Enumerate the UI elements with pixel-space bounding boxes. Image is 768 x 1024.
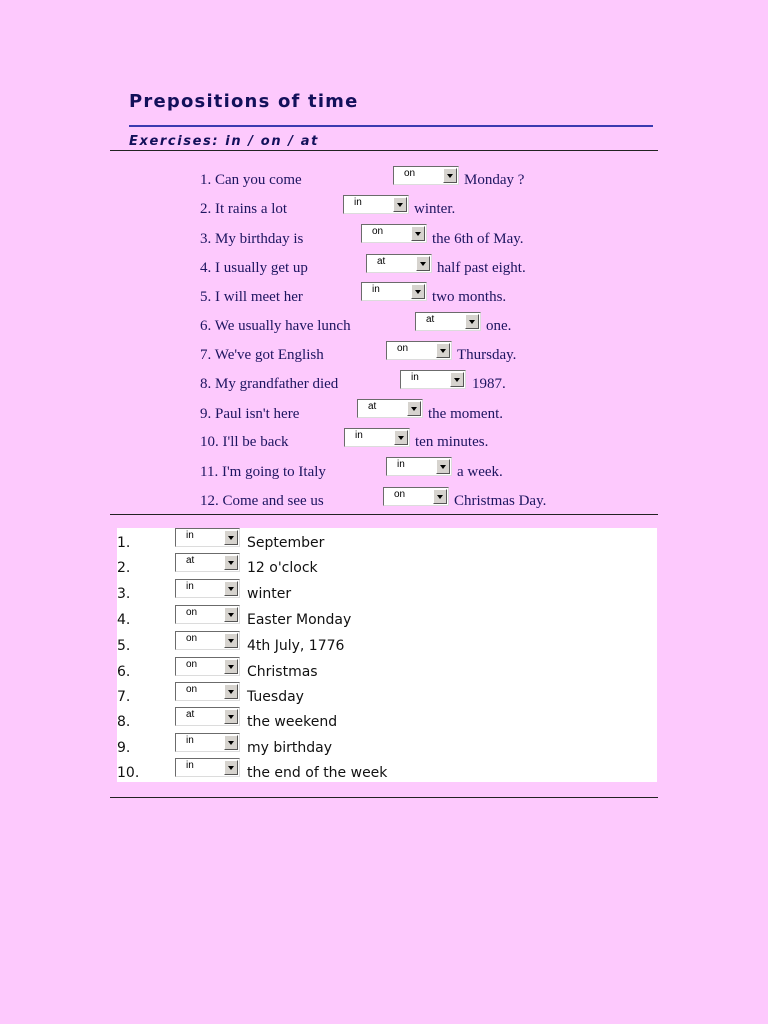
sentence-tail: 1987. <box>472 376 506 392</box>
item-number: 9. <box>117 740 131 756</box>
sentence-tail: half past eight. <box>437 260 526 276</box>
sentence-text: 8. My grandfather died <box>200 376 339 392</box>
chevron-down-icon[interactable] <box>433 489 447 504</box>
sentence-tail: the 6th of May. <box>432 231 524 247</box>
preposition-select[interactable]: on <box>175 657 240 676</box>
chevron-down-icon[interactable] <box>224 633 238 648</box>
chevron-down-icon[interactable] <box>224 659 238 674</box>
sentence-text: 9. Paul isn't here <box>200 406 300 422</box>
chevron-down-icon[interactable] <box>224 709 238 724</box>
item-number: 6. <box>117 664 131 680</box>
chevron-down-icon[interactable] <box>411 226 425 241</box>
preposition-select[interactable]: in <box>386 457 452 476</box>
preposition-select[interactable]: in <box>361 282 427 301</box>
item-number: 2. <box>117 560 131 576</box>
preposition-select[interactable]: on <box>175 631 240 650</box>
preposition-select[interactable]: in <box>344 428 410 447</box>
sentence-tail: two months. <box>432 289 507 305</box>
preposition-select[interactable]: at <box>357 399 423 418</box>
preposition-select[interactable]: on <box>386 341 452 360</box>
item-text: September <box>247 535 325 551</box>
preposition-select[interactable]: on <box>175 605 240 624</box>
sentence-text: 10. I'll be back <box>200 434 289 450</box>
chevron-down-icon[interactable] <box>443 168 457 183</box>
sentence-tail: one. <box>486 318 512 334</box>
chevron-down-icon[interactable] <box>436 459 450 474</box>
item-text: 4th July, 1776 <box>247 638 345 654</box>
preposition-select[interactable]: in <box>175 579 240 598</box>
item-number: 3. <box>117 586 131 602</box>
item-text: Christmas <box>247 664 318 680</box>
item-text: Easter Monday <box>247 612 352 628</box>
chevron-down-icon[interactable] <box>411 284 425 299</box>
title-divider <box>129 125 653 127</box>
chevron-down-icon[interactable] <box>407 401 421 416</box>
sentence-tail: ten minutes. <box>415 434 489 450</box>
preposition-select[interactable]: on <box>393 166 459 185</box>
chevron-down-icon[interactable] <box>224 760 238 775</box>
item-text: the weekend <box>247 714 338 730</box>
item-text: winter <box>247 586 292 602</box>
sentence-text: 4. I usually get up <box>200 260 308 276</box>
sentence-text: 1. Can you come <box>200 172 302 188</box>
item-number: 8. <box>117 714 131 730</box>
section-divider <box>110 150 658 151</box>
chevron-down-icon[interactable] <box>416 256 430 271</box>
item-text: my birthday <box>247 740 333 756</box>
sentence-text: 7. We've got English <box>200 347 324 363</box>
preposition-select[interactable]: in <box>175 758 240 777</box>
preposition-select[interactable]: at <box>366 254 432 273</box>
section-divider <box>110 797 658 798</box>
preposition-select[interactable]: on <box>175 682 240 701</box>
section-divider <box>110 514 658 515</box>
exercise-subtitle: Exercises: in / on / at <box>129 134 319 149</box>
preposition-select[interactable]: on <box>383 487 449 506</box>
preposition-select[interactable]: in <box>343 195 409 214</box>
chevron-down-icon[interactable] <box>436 343 450 358</box>
chevron-down-icon[interactable] <box>224 735 238 750</box>
item-number: 7. <box>117 689 131 705</box>
page-title: Prepositions of time <box>129 91 359 112</box>
chevron-down-icon[interactable] <box>224 530 238 545</box>
sentence-text: 5. I will meet her <box>200 289 303 305</box>
item-number: 1. <box>117 535 131 551</box>
sentence-tail: a week. <box>457 464 503 480</box>
item-text: the end of the week <box>247 765 388 781</box>
sentence-text: 12. Come and see us <box>200 493 324 509</box>
preposition-select[interactable]: in <box>400 370 466 389</box>
chevron-down-icon[interactable] <box>465 314 479 329</box>
sentence-tail: the moment. <box>428 406 503 422</box>
sentence-text: 3. My birthday is <box>200 231 304 247</box>
sentence-tail: Christmas Day. <box>454 493 547 509</box>
chevron-down-icon[interactable] <box>224 555 238 570</box>
preposition-select[interactable]: at <box>175 707 240 726</box>
preposition-select[interactable]: on <box>361 224 427 243</box>
chevron-down-icon[interactable] <box>224 684 238 699</box>
item-number: 5. <box>117 638 131 654</box>
chevron-down-icon[interactable] <box>450 372 464 387</box>
preposition-select[interactable]: in <box>175 528 240 547</box>
item-text: 12 o'clock <box>247 560 318 576</box>
item-text: Tuesday <box>247 689 304 705</box>
chevron-down-icon[interactable] <box>224 581 238 596</box>
item-number: 10. <box>117 765 140 781</box>
preposition-select[interactable]: in <box>175 733 240 752</box>
preposition-select[interactable]: at <box>415 312 481 331</box>
sentence-text: 11. I'm going to Italy <box>200 464 326 480</box>
chevron-down-icon[interactable] <box>393 197 407 212</box>
sentence-tail: Monday ? <box>464 172 525 188</box>
sentence-tail: Thursday. <box>457 347 517 363</box>
sentence-text: 2. It rains a lot <box>200 201 288 217</box>
sentence-tail: winter. <box>414 201 456 217</box>
sentence-text: 6. We usually have lunch <box>200 318 351 334</box>
chevron-down-icon[interactable] <box>224 607 238 622</box>
chevron-down-icon[interactable] <box>394 430 408 445</box>
preposition-select[interactable]: at <box>175 553 240 572</box>
item-number: 4. <box>117 612 131 628</box>
